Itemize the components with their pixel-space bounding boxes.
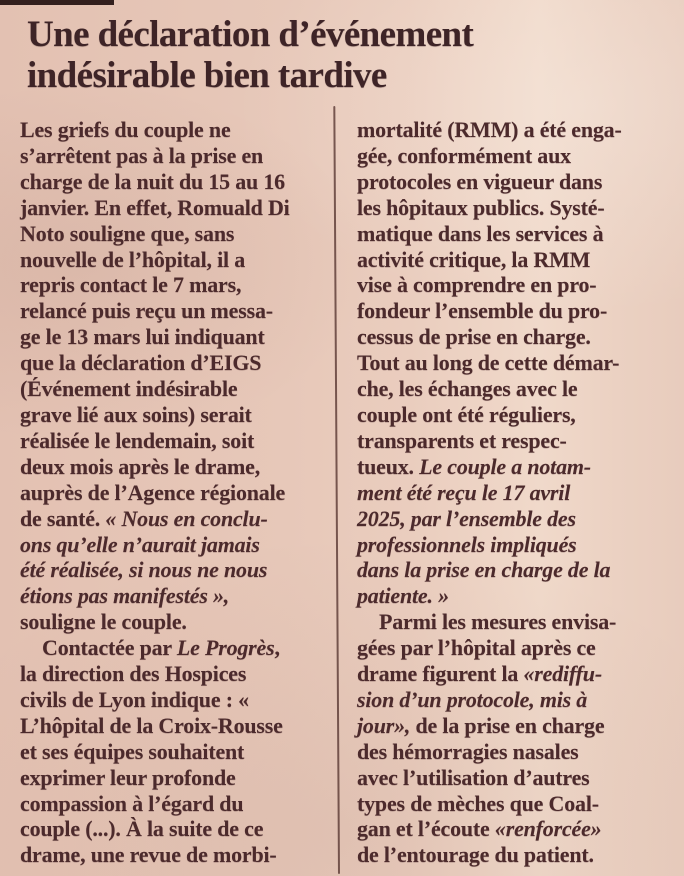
body-line: activité critique, la RMM bbox=[357, 246, 591, 272]
body-line: et ses équipes souhaitent bbox=[20, 738, 245, 764]
body-line: que la déclaration d’EIGS bbox=[20, 350, 262, 376]
body-line: Tout au long de cette démar- bbox=[357, 350, 620, 376]
body-line: de santé. « Nous en conclu- bbox=[20, 505, 268, 531]
headline bbox=[27, 14, 647, 96]
article-column-left bbox=[20, 117, 338, 868]
body-line: transparents et respec- bbox=[357, 427, 567, 453]
body-line: les hôpitaux publics. Systé- bbox=[357, 194, 605, 220]
body-line: Parmi les mesures envisa- bbox=[379, 609, 617, 635]
body-line: tueux. Le couple a notam- bbox=[357, 453, 591, 479]
article-column-right bbox=[357, 117, 673, 868]
body-line: protocoles en vigueur dans bbox=[357, 168, 603, 194]
body-line: professionnels impliqués bbox=[357, 531, 577, 557]
body-line: gée, conformément aux bbox=[357, 142, 571, 168]
body-line: des hémorragies nasales bbox=[357, 738, 579, 764]
body-line: avec l’utilisation d’autres bbox=[357, 764, 590, 790]
body-line: de l’entourage du patient. bbox=[357, 842, 594, 868]
body-line: couple ont été réguliers, bbox=[357, 401, 576, 427]
body-line: types de mèches que Coal- bbox=[357, 790, 599, 816]
body-line: L’hôpital de la Croix-Rousse bbox=[20, 712, 283, 738]
body-line: la direction des Hospices bbox=[20, 661, 247, 687]
body-line: Contactée par Le Progrès, bbox=[42, 635, 280, 661]
body-line: matique dans les services à bbox=[357, 220, 604, 246]
body-line: dans la prise en charge de la bbox=[357, 557, 611, 583]
body-line: cessus de prise en charge. bbox=[357, 324, 591, 350]
body-line: ge le 13 mars lui indiquant bbox=[20, 324, 265, 350]
body-line: Noto souligne que, sans bbox=[20, 220, 235, 246]
body-line: souligne le couple. bbox=[20, 609, 187, 635]
body-line: gan et l’écoute «renforcée» bbox=[357, 816, 602, 842]
body-line: drame figurent la «rediffu- bbox=[357, 661, 602, 687]
body-line: couple (...). À la suite de ce bbox=[20, 816, 264, 842]
body-line: che, les échanges avec le bbox=[357, 376, 578, 402]
top-rule bbox=[0, 0, 114, 5]
body-line: deux mois après le drame, bbox=[20, 453, 261, 479]
body-line: civils de Lyon indique : « bbox=[20, 686, 249, 712]
body-line: charge de la nuit du 15 au 16 bbox=[20, 168, 285, 194]
body-line: drame, une revue de morbi- bbox=[20, 842, 277, 868]
body-line: ons qu’elle n’aurait jamais bbox=[20, 531, 260, 557]
body-line: s’arrêtent pas à la prise en bbox=[20, 142, 264, 168]
body-line: vise à comprendre en pro- bbox=[357, 272, 597, 298]
body-line: fondeur l’ensemble du pro- bbox=[357, 298, 608, 324]
body-line: étions pas manifestés », bbox=[20, 583, 230, 609]
body-line: ment été reçu le 17 avril bbox=[357, 479, 571, 505]
body-line: compassion à l’égard du bbox=[20, 790, 244, 816]
body-line: gées par l’hôpital après ce bbox=[357, 635, 596, 661]
body-line: 2025, par l’ensemble des bbox=[357, 505, 576, 531]
headline-line-2: indésirable bien tardive bbox=[27, 55, 387, 96]
body-line: repris contact le 7 mars, bbox=[20, 272, 242, 298]
body-line: auprès de l’Agence régionale bbox=[20, 479, 286, 505]
body-line: patiente. » bbox=[357, 583, 449, 609]
body-line: nouvelle de l’hôpital, il a bbox=[20, 246, 246, 272]
body-line: mortalité (RMM) a été enga- bbox=[357, 117, 622, 142]
body-line: été réalisée, si nous ne nous bbox=[20, 557, 268, 583]
body-line: jour», de la prise en charge bbox=[357, 712, 605, 738]
body-line: sion d’un protocole, mis à bbox=[357, 686, 588, 712]
body-line: janvier. En effet, Romuald Di bbox=[20, 194, 290, 220]
body-line: Les griefs du couple ne bbox=[20, 117, 231, 142]
headline-line-1: Une déclaration d’événement bbox=[27, 14, 474, 55]
body-line: (Événement indésirable bbox=[20, 376, 238, 402]
body-line: relancé puis reçu un messa- bbox=[20, 298, 273, 324]
body-line: exprimer leur profonde bbox=[20, 764, 236, 790]
body-line: réalisée le lendemain, soit bbox=[20, 427, 255, 453]
body-line: grave lié aux soins) serait bbox=[20, 401, 252, 427]
